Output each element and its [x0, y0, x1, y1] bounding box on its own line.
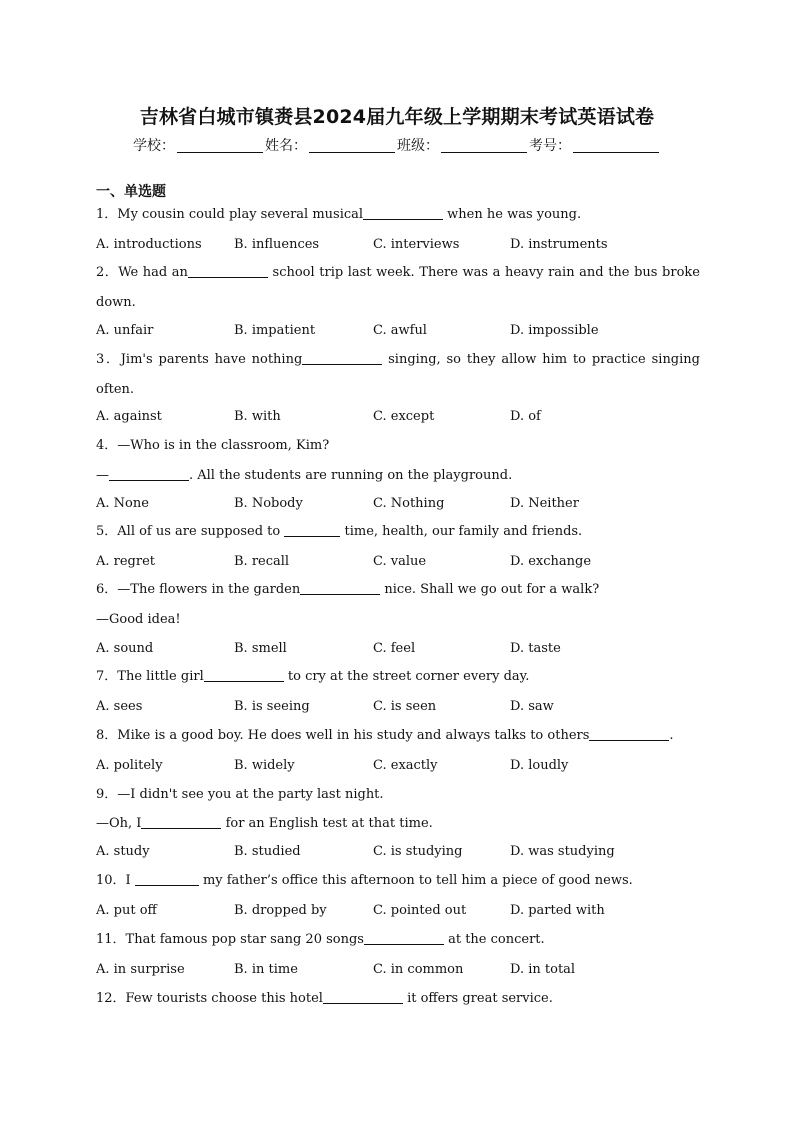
- option-a: A. study: [96, 844, 150, 859]
- question-6: [96, 581, 700, 599]
- option-b: B. influences: [234, 237, 320, 252]
- option-d: D. was studying: [510, 844, 615, 859]
- question-text: —Good idea!: [96, 612, 181, 627]
- option-c: C. Nothing: [373, 496, 445, 511]
- question-2: [96, 264, 700, 282]
- option-b: B. dropped by: [234, 903, 327, 918]
- option-b: B. studied: [234, 844, 301, 859]
- options-6: [96, 640, 706, 658]
- question-text: .: [669, 728, 674, 743]
- question-text: 8．Mike is a good boy. He does well in his study and always talks to others: [96, 728, 590, 743]
- options-4: [96, 495, 706, 513]
- question-4-cont: [96, 467, 700, 485]
- option-b: B. is seeing: [234, 699, 310, 714]
- answer-blank: [302, 351, 382, 365]
- option-a: A. regret: [96, 554, 156, 569]
- option-a: A. sees: [96, 699, 143, 714]
- options-2: [96, 322, 706, 340]
- name-label: 姓名：: [265, 138, 307, 154]
- option-c: C. is studying: [373, 844, 463, 859]
- answer-blank: [300, 581, 380, 595]
- question-text: 3．Jim's parents have nothing: [96, 352, 303, 367]
- option-a: A. introductions: [96, 237, 202, 252]
- question-4: [96, 437, 700, 455]
- question-3-cont: [96, 381, 700, 399]
- option-d: D. parted with: [510, 903, 605, 918]
- question-text: 5．All of us are supposed to: [96, 524, 285, 539]
- question-text: school trip last week. There was a heavy rain and the bus broke: [267, 265, 700, 280]
- options-5: [96, 553, 706, 571]
- question-text: for an English test at that time.: [221, 816, 433, 831]
- question-12: [96, 990, 700, 1008]
- name-blank: [309, 138, 395, 153]
- option-b: B. widely: [234, 758, 295, 773]
- option-c: C. is seen: [373, 699, 437, 714]
- answer-blank: [589, 727, 669, 741]
- question-text: singing, so they allow him to practice singing: [382, 352, 700, 367]
- option-c: C. value: [373, 554, 427, 569]
- option-a: A. politely: [96, 758, 163, 773]
- option-b: B. smell: [234, 641, 287, 656]
- question-text: when he was young.: [443, 207, 582, 222]
- question-10: [96, 872, 700, 890]
- question-text: at the concert.: [443, 932, 545, 947]
- question-7: [96, 668, 700, 686]
- options-11: [96, 961, 706, 979]
- option-b: B. impatient: [234, 323, 316, 338]
- option-c: C. interviews: [373, 237, 460, 252]
- option-a: A. in surprise: [96, 962, 185, 977]
- answer-blank: [109, 467, 189, 481]
- option-b: B. Nobody: [234, 496, 303, 511]
- question-text: nice. Shall we go out for a walk?: [380, 582, 600, 597]
- question-text: it offers great service.: [402, 991, 553, 1006]
- question-9: [96, 786, 700, 804]
- class-blank: [441, 138, 527, 153]
- school-blank: [177, 138, 263, 153]
- option-a: A. None: [96, 496, 149, 511]
- section-heading: 一、单选题: [96, 184, 166, 200]
- option-c: C. feel: [373, 641, 416, 656]
- option-b: B. with: [234, 409, 281, 424]
- option-c: C. in common: [373, 962, 464, 977]
- school-label: 学校：: [133, 138, 175, 154]
- question-text: 12．Few tourists choose this hotel: [96, 991, 323, 1006]
- option-b: B. in time: [234, 962, 298, 977]
- question-text: 7．The little girl: [96, 669, 204, 684]
- question-text: often.: [96, 382, 135, 397]
- page-title: 吉林省白城市镇赉县2024届九年级上学期期末考试英语试卷: [139, 106, 655, 128]
- option-d: D. taste: [510, 641, 561, 656]
- option-c: C. exactly: [373, 758, 438, 773]
- option-d: D. exchange: [510, 554, 592, 569]
- options-1: [96, 236, 706, 254]
- answer-blank: [323, 990, 403, 1004]
- question-text: 6．—The flowers in the garden: [96, 582, 301, 597]
- question-text: . All the students are running on the playground.: [189, 468, 513, 483]
- option-a: A. unfair: [96, 323, 154, 338]
- answer-blank: [364, 931, 444, 945]
- question-text: my father’s office this afternoon to tell him a piece of good news.: [198, 873, 633, 888]
- answer-blank: [284, 523, 340, 537]
- answer-blank: [135, 872, 199, 886]
- question-text: down.: [96, 295, 136, 310]
- answer-blank: [188, 264, 268, 278]
- answer-blank: [204, 668, 284, 682]
- question-text: 2．We had an: [96, 265, 188, 280]
- question-11: [96, 931, 700, 949]
- number-blank: [573, 138, 659, 153]
- options-9: [96, 843, 706, 861]
- class-label: 班级：: [397, 138, 439, 154]
- question-5: [96, 523, 700, 541]
- question-text: to cry at the street corner every day.: [283, 669, 530, 684]
- option-b: B. recall: [234, 554, 290, 569]
- options-7: [96, 698, 706, 716]
- question-8: [96, 727, 700, 745]
- question-text: 4．—Who is in the classroom, Kim?: [96, 438, 330, 453]
- question-1: [96, 206, 700, 224]
- option-c: C. pointed out: [373, 903, 467, 918]
- option-a: A. put off: [96, 903, 157, 918]
- option-d: D. impossible: [510, 323, 599, 338]
- question-6-cont: [96, 611, 700, 629]
- number-label: 考号：: [529, 138, 571, 154]
- question-3: [96, 351, 700, 369]
- options-10: [96, 902, 706, 920]
- option-d: D. in total: [510, 962, 576, 977]
- question-text: —Oh, I: [96, 816, 142, 831]
- question-text: 10．I: [96, 873, 135, 888]
- option-a: A. against: [96, 409, 162, 424]
- question-9-cont: [96, 815, 700, 833]
- option-d: D. saw: [510, 699, 554, 714]
- option-d: D. loudly: [510, 758, 569, 773]
- options-3: [96, 408, 706, 426]
- question-text: 1．My cousin could play several musical: [96, 207, 364, 222]
- options-8: [96, 757, 706, 775]
- option-d: D. Neither: [510, 496, 579, 511]
- option-d: D. of: [510, 409, 541, 424]
- answer-blank: [363, 206, 443, 220]
- question-2-cont: [96, 294, 700, 312]
- answer-blank: [141, 815, 221, 829]
- question-text: —: [96, 468, 109, 483]
- question-text: time, health, our family and friends.: [340, 524, 583, 539]
- option-c: C. except: [373, 409, 435, 424]
- student-info-line: [0, 135, 794, 155]
- question-text: 11．That famous pop star sang 20 songs: [96, 932, 364, 947]
- question-text: 9．—I didn't see you at the party last night.: [96, 787, 384, 802]
- option-d: D. instruments: [510, 237, 608, 252]
- option-c: C. awful: [373, 323, 427, 338]
- option-a: A. sound: [96, 641, 154, 656]
